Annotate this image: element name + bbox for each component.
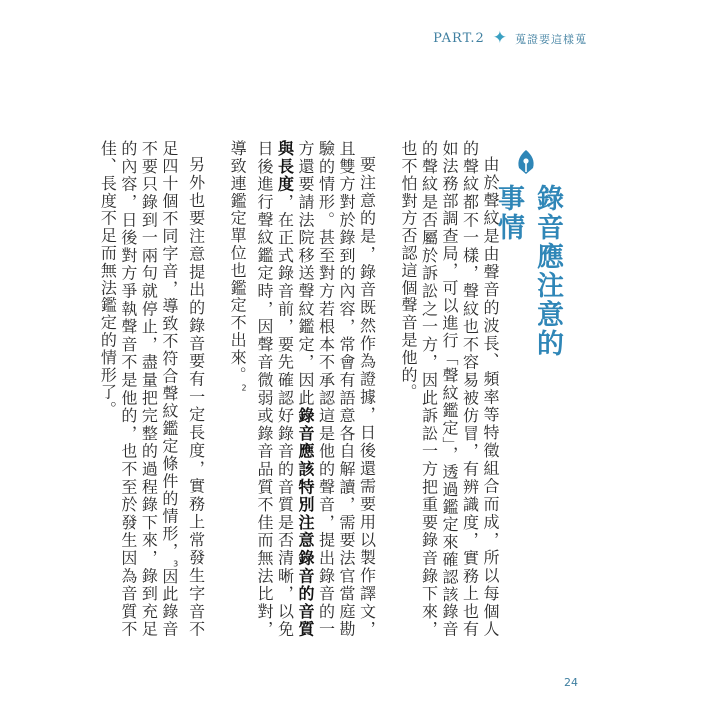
section-heading — [493, 148, 563, 358]
page-number: 24 — [564, 676, 578, 689]
four-point-star-icon: ✦ — [492, 28, 507, 48]
body-text — [98, 140, 500, 639]
running-header — [433, 30, 587, 47]
paragraph — [97, 140, 206, 638]
part-label: PART.2 — [433, 31, 485, 46]
footnote-ref: 3 — [173, 559, 179, 568]
chapter-title: 蒐證要這樣蒐 — [515, 32, 587, 46]
paragraph — [227, 140, 377, 638]
paragraph-text: 要注意的是，錄音既然作為證據，日後還需要用以製作譯文，且雙方對於錄到的內容，常會有語意各自解讀，需要法官當庭勘驗的情形。甚至對方若根本不承認這是他的聲音，提出錄音的一方還要請法院移送聲紋鑑定，因此 — [296, 140, 377, 638]
paragraph — [398, 140, 501, 638]
paragraph-text: 由於聲紋是由聲音的波長、頻率等特徵組合而成，所以每個人的聲紋都不一樣，聲紋也不容易被仿冒，有辨識度，實務上也有如法務部調查局，可以進行「聲紋鑑定」，透過鑑定來確認該錄音的聲紋是否屬於訴訟之一方，因此訴訟一方把重要錄音錄下來，也不怕對方否認這個聲音是他的。 — [399, 140, 500, 638]
fountain-pen-nib-icon — [514, 148, 542, 176]
paragraph-text: 因此錄音不要只錄到一兩句就停止，盡量把完整的過程錄下來，錄到充足的內容，日後對方爭執聲音不是他的，也不至於發生因為音質不佳、長度不足而無法鑑定的情形了。 — [98, 140, 179, 638]
paragraph-text: 另外也要注意提出的錄音要有一定長度，實務上常發生字音不足四十個不同字音，導致不符合聲紋鑑定條件的情形， — [159, 140, 206, 638]
section-title: 錄音應注意的事情 — [493, 184, 563, 358]
emphasis-text: 錄音應該特別注意錄音的音質與長度 — [275, 140, 315, 638]
paragraph-text: ，在正式錄音前，要先確認好錄音的音質是否清晰，以免日後進行聲紋鑑定時，因聲音微弱或錄音品質不佳而無法比對，導致連鑑定單位也鑑定不出來。 — [228, 140, 295, 639]
footnote-ref: 2 — [241, 383, 247, 392]
